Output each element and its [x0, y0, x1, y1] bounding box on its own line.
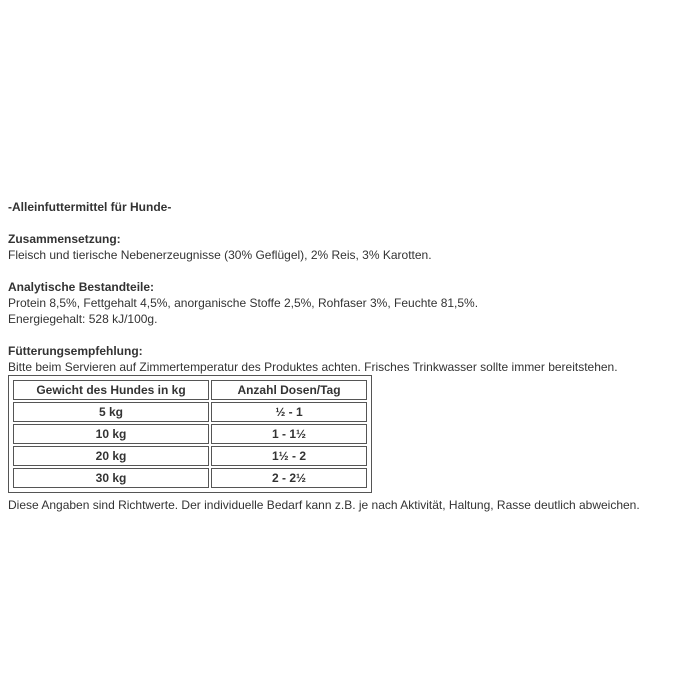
- row-cans: ½ - 1: [211, 402, 367, 422]
- row-weight: 20 kg: [13, 446, 209, 466]
- table-row: [13, 424, 367, 444]
- row-cans: 1½ - 2: [211, 446, 367, 466]
- composition-section: [8, 231, 694, 263]
- row-weight: 30 kg: [13, 468, 209, 488]
- feeding-text: Bitte beim Servieren auf Zimmertemperatur des Produktes achten. Frisches Trinkwasser sollte immer bereitstehen.: [8, 360, 618, 374]
- row-weight: 10 kg: [13, 424, 209, 444]
- feeding-table: [8, 375, 372, 493]
- row-weight: 5 kg: [13, 402, 209, 422]
- header-weight: Gewicht des Hundes in kg: [13, 380, 209, 400]
- feeding-note: Diese Angaben sind Richtwerte. Der individuelle Bedarf kann z.B. je nach Aktivität, Haltung, Rasse deutlich abweichen.: [8, 498, 640, 512]
- composition-text: Fleisch und tierische Nebenerzeugnisse (30% Geflügel), 2% Reis, 3% Karotten.: [8, 248, 432, 262]
- product-title: -Alleinfuttermittel für Hunde-: [8, 200, 172, 214]
- analysis-section: [8, 279, 694, 327]
- feeding-section: [8, 343, 694, 513]
- table-row: [13, 446, 367, 466]
- row-cans: 1 - 1½: [211, 424, 367, 444]
- analysis-line-1: Protein 8,5%, Fettgehalt 4,5%, anorganische Stoffe 2,5%, Rohfaser 3%, Feuchte 81,5%.: [8, 296, 479, 310]
- row-cans: 2 - 2½: [211, 468, 367, 488]
- table-row: [13, 468, 367, 488]
- composition-heading: Zusammensetzung:: [8, 232, 121, 246]
- table-row: [13, 402, 367, 422]
- feeding-heading: Fütterungsempfehlung:: [8, 344, 143, 358]
- product-description: [8, 199, 694, 513]
- analysis-heading: Analytische Bestandteile:: [8, 280, 155, 294]
- header-cans: Anzahl Dosen/Tag: [211, 380, 367, 400]
- table-header-row: [13, 380, 367, 400]
- analysis-line-2: Energiegehalt: 528 kJ/100g.: [8, 312, 158, 326]
